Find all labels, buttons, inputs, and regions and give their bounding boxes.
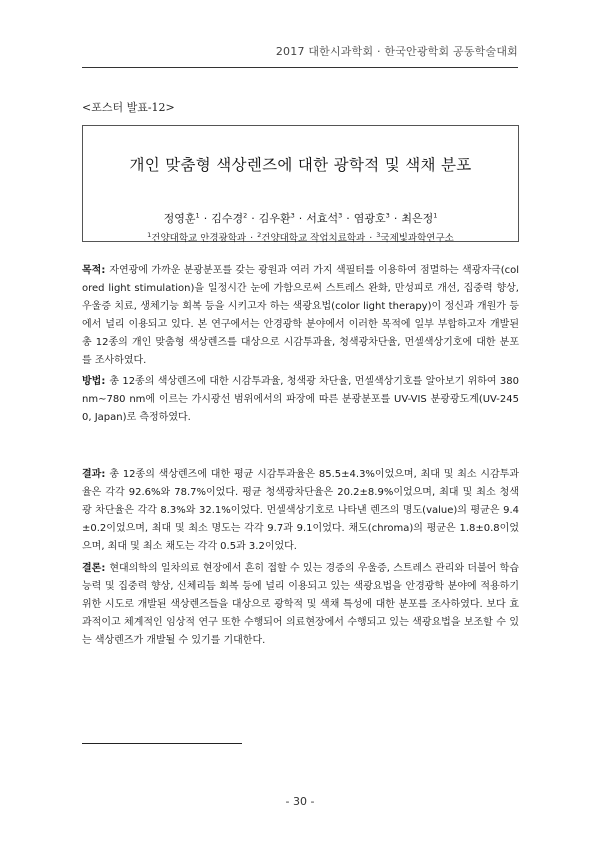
- section-text: 총 12종의 색상렌즈에 대한 시감투과율, 청색광 차단율, 먼셀색상기호를 알아보기 위하여 380 nm∼780 nm에 이르는 가시광선 범위에서의 파장에 따른 분광분포를 UV-VIS 분광광도계(UV-2450, Japan)로 측정하였다.: [82, 376, 519, 423]
- paper-title: 개인 맞춤형 색상렌즈에 대한 광학적 및 색채 분포: [129, 156, 472, 174]
- author: 최은정$^1$: [401, 211, 438, 225]
- section-result: [82, 466, 519, 556]
- author: 김우환$^3$: [258, 211, 295, 225]
- section-conclusion: [82, 560, 519, 650]
- affiliation: $^3$국제빛과학연구소: [376, 230, 454, 244]
- affiliation-separator: ·: [250, 233, 254, 244]
- affiliation: $^2$건양대학교 작업치료학과: [257, 230, 366, 244]
- section-method: [82, 373, 519, 427]
- section-text: 자연광에 가까운 분광분포를 갖는 광원과 여러 가지 색필터를 이용하여 점멸하는 색광자극(colored light stimulation)을 일정시간 눈에 가함으로써 스트레스 완화, 만성피로 개선, 집중력 향상, 우울증 치료, 생체기능 회복 등을 시키고자 하는 색광요법(color light therapy)이 정신과 개원가 등에서 널리 이용되고 있다. 본 연구에서는 안경광학 분야에서 이러한 목적에 일부 부합하고자 개발된 총 12종의 개인 맞춤형 색상렌즈를 대상으로 시감투과율, 청색광차단율, 먼셀색상기호에 대한 분포를 조사하였다.: [82, 265, 519, 366]
- running-header: 2017 대한시과학회 · 한국안광학회 공동학술대회: [275, 45, 518, 58]
- author-list: [82, 210, 519, 226]
- section-text: 현대의학의 일차의료 현장에서 흔히 접할 수 있는 경증의 우울증, 스트레스 관리와 더불어 학습능력 및 집중력 향상, 신체리듬 회복 등에 널리 이용되고 있는 색광요법을 안경광학 분야에 적용하기 위한 시도로 개발된 색상렌즈들을 대상으로 광학적 및 색채 특성에 대한 분포를 조사하였다. 보다 효과적이고 체계적인 임상적 연구 또한 수행되어 의료현장에서 수행되고 있는 색광요법을 보조할 수 있는 색상렌즈가 개발될 수 있기를 기대한다.: [82, 563, 519, 646]
- author-separator: ·: [298, 212, 303, 225]
- section-text: 총 12종의 색상렌즈에 대한 평균 시감투과율은 85.5±4.3%이었으며, 최대 및 최소 시감투과율은 각각 92.6%와 78.7%이었다. 평균 청색광차단율은 20.2±8.9%이었으며, 최대 및 최소 청색광 차단율은 각각 8.3%와 32.1%이었다. 먼셀색상기호로 나타낸 렌즈의 명도(value)의 평균은 9.4±0.2이었으며, 최대 및 최소 명도는 각각 9.7과 9.1이었다. 채도(chroma)의 평균은 1.8±0.8이었으며, 최대 및 최소 채도는 각각 0.5과 3.2이었다.: [82, 469, 519, 552]
- section-label: 목적:: [82, 265, 106, 276]
- section-label: 결론:: [82, 563, 106, 574]
- author-separator: ·: [203, 212, 208, 225]
- page-number: - 30 -: [285, 795, 315, 808]
- section-label: 방법:: [82, 376, 106, 387]
- affiliation-list: [82, 230, 519, 244]
- section-label: 결과:: [82, 469, 106, 480]
- affiliation: $^1$건양대학교 안경광학과: [147, 230, 247, 244]
- poster-label: <포스터 발표-12>: [82, 101, 175, 114]
- header-rule: [82, 67, 518, 68]
- footnote-rule: [82, 743, 242, 744]
- author: 서효석$^3$: [306, 211, 343, 225]
- author-separator: ·: [346, 212, 350, 225]
- author: 정영훈$^1$: [163, 211, 200, 225]
- affiliation-separator: ·: [369, 233, 373, 244]
- author-separator: ·: [393, 212, 398, 225]
- author: 염광호$^3$: [353, 211, 390, 225]
- section-purpose: [82, 262, 519, 370]
- author: 김수경$^2$: [211, 211, 248, 225]
- author-separator: ·: [251, 212, 255, 225]
